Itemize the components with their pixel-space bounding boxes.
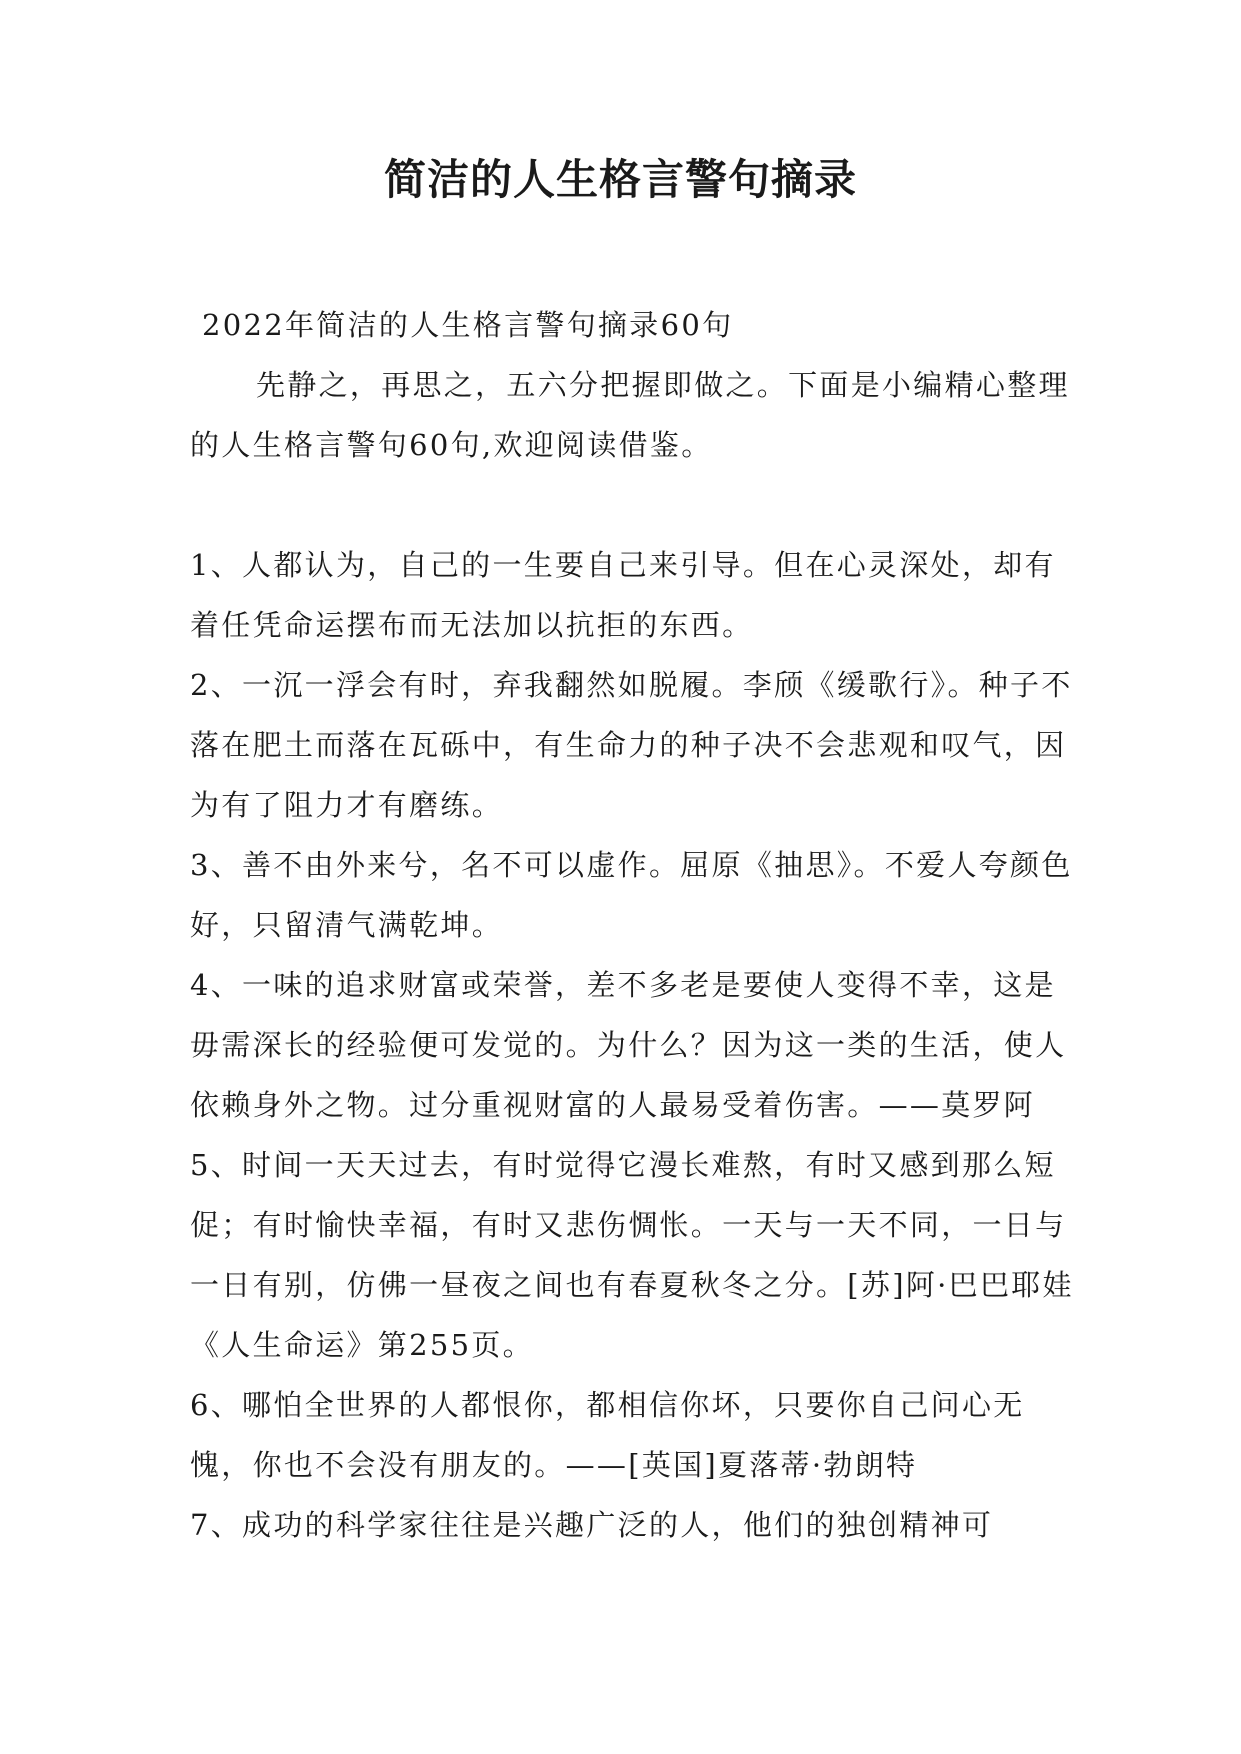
quote-item-3: 3、善不由外来兮，名不可以虚作。屈原《抽思》。不爱人夸颜色好，只留清气满乾坤。 <box>190 848 1073 942</box>
quote-item-6: 6、哪怕全世界的人都恨你，都相信你坏，只要你自己问心无愧，你也不会没有朋友的。——[英国]夏落蒂·勃朗特 <box>190 1388 1025 1482</box>
quote-item-7: 7、成功的科学家往往是兴趣广泛的人，他们的独创精神可 <box>190 1508 994 1542</box>
document-title: 简洁的人生格言警句摘录 <box>383 155 857 204</box>
quote-item-2: 2、一沉一浮会有时，弃我翻然如脱履。李颀《缓歌行》。种子不落在肥土而落在瓦砾中，有生命力的种子决不会悲观和叹气，因为有了阻力才有磨练。 <box>190 668 1073 822</box>
document-subtitle: 2022年简洁的人生格言警句摘录60句 <box>202 308 734 342</box>
quote-item-5: 5、时间一天天过去，有时觉得它漫长难熬，有时又感到那么短促；有时愉快幸福，有时又悲伤惆怅。一天与一天不同，一日与一日有别，仿佛一昼夜之间也有春夏秋冬之分。[苏]阿·巴巴耶娃《人生命运》第255页。 <box>190 1148 1074 1362</box>
document-body <box>190 295 1080 1555</box>
intro-paragraph: 先静之，再思之，五六分把握即做之。下面是小编精心整理的人生格言警句60句,欢迎阅读借鉴。 <box>190 368 1070 462</box>
quote-item-1: 1、人都认为，自己的一生要自己来引导。但在心灵深处，却有着任凭命运摆布而无法加以抗拒的东西。 <box>190 548 1056 642</box>
paragraph-spacer <box>190 475 1080 535</box>
quote-item-4: 4、一味的追求财富或荣誉，差不多老是要使人变得不幸，这是毋需深长的经验便可发觉的。为什么？因为这一类的生活，使人依赖身外之物。过分重视财富的人最易受着伤害。——莫罗阿 <box>190 968 1067 1122</box>
